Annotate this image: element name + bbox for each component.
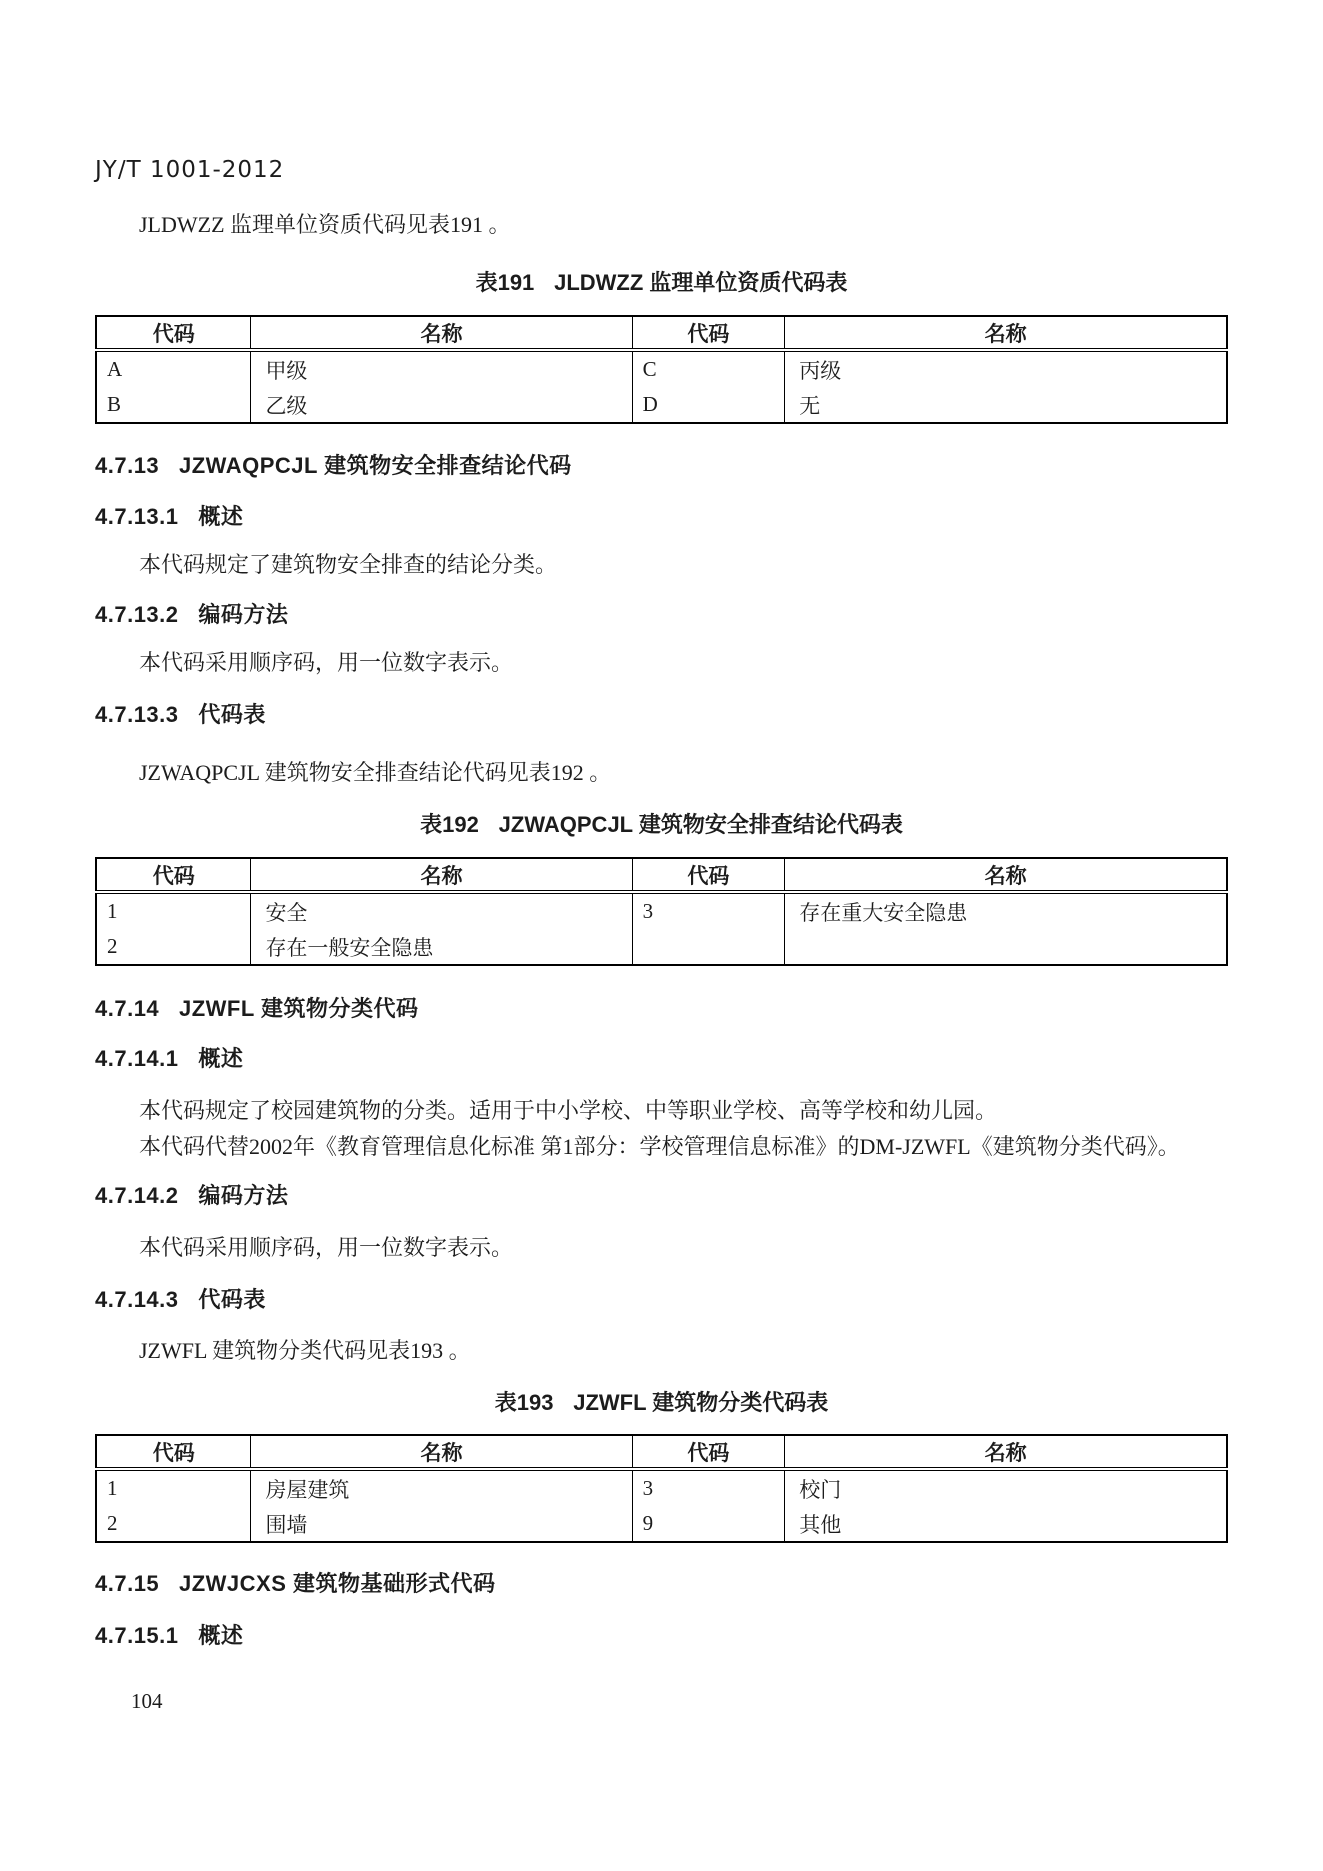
col-header-name: 名称 [251, 316, 632, 350]
table-192-caption-title: JZWAQPCJL 建筑物安全排查结论代码表 [498, 812, 903, 837]
section-number: 4.7.15 [95, 1571, 160, 1596]
section-number: 4.7.14.2 [95, 1183, 179, 1208]
table-193-caption [95, 1388, 1228, 1418]
section-title: 编码方法 [198, 602, 289, 627]
cell-name: 丙级 [785, 350, 1227, 387]
section-number: 4.7.14.1 [95, 1046, 179, 1071]
table-192-row-1 [96, 892, 1227, 929]
section-title: 概述 [198, 1046, 244, 1071]
page-number: 104 [131, 1689, 163, 1713]
section-number: 4.7.13 [95, 453, 160, 478]
section-number: 4.7.14.3 [95, 1287, 179, 1312]
cell-name: 无 [785, 387, 1227, 423]
cell-code: B [107, 392, 122, 416]
section-heading-4-7-14 [95, 994, 1228, 1024]
cell-code: A [107, 357, 123, 381]
table-193-header-row [96, 1435, 1227, 1469]
table-193-row-1 [96, 1469, 1227, 1506]
cell-name [785, 929, 1227, 965]
col-header-name: 名称 [785, 858, 1227, 892]
section-number: 4.7.13.1 [95, 504, 179, 529]
cell-name: 存在重大安全隐患 [785, 892, 1227, 929]
table-191-row-2 [96, 387, 1227, 423]
cell-name: 围墙 [251, 1506, 632, 1542]
table-192-caption [95, 810, 1228, 840]
section-title: JZWFL 建筑物分类代码 [178, 996, 419, 1021]
section-title: 编码方法 [198, 1183, 289, 1208]
table-193-caption-label: 表193 [494, 1390, 554, 1415]
paragraph-4-7-13-2: 本代码采用顺序码，用一位数字表示。 [139, 650, 514, 675]
section-number: 4.7.15.1 [95, 1623, 179, 1648]
col-header-code: 代码 [96, 1435, 251, 1469]
section-heading-4-7-13-2 [95, 600, 1228, 630]
section-heading-4-7-14-2 [95, 1181, 1228, 1211]
paragraph-4-7-14-3: JZWFL 建筑物分类代码见表193 。 [139, 1338, 471, 1363]
col-header-code: 代码 [96, 316, 251, 350]
section-number: 4.7.13.2 [95, 602, 179, 627]
section-heading-4-7-13-3 [95, 700, 1228, 730]
table-192-row-2 [96, 929, 1227, 965]
section-heading-4-7-14-1 [95, 1044, 1228, 1074]
col-header-name: 名称 [785, 316, 1227, 350]
cell-code: D [632, 387, 785, 423]
section-title: 概述 [198, 504, 244, 529]
section-title: 概述 [198, 1623, 244, 1648]
col-header-code: 代码 [96, 858, 251, 892]
section-heading-4-7-13 [95, 451, 1228, 481]
table-191-caption-label: 表191 [475, 270, 535, 295]
table-191-row-1 [96, 350, 1227, 387]
paragraph-4-7-13-1: 本代码规定了建筑物安全排查的结论分类。 [139, 552, 558, 577]
table-192-caption-label: 表192 [420, 812, 479, 837]
table-193-row-2 [96, 1506, 1227, 1542]
section-number: 4.7.13.3 [95, 702, 179, 727]
cell-code: 9 [632, 1506, 785, 1542]
cell-name: 房屋建筑 [251, 1469, 632, 1506]
section-heading-4-7-15 [95, 1569, 1228, 1599]
cell-name: 校门 [785, 1469, 1227, 1506]
paragraph-4-7-13-3: JZWAQPCJL 建筑物安全排查结论代码见表192 。 [139, 760, 612, 785]
cell-code: C [632, 350, 785, 387]
section-heading-4-7-14-3 [95, 1285, 1228, 1315]
cell-name: 其他 [785, 1506, 1227, 1542]
section-number: 4.7.14 [95, 996, 160, 1021]
cell-code: 3 [632, 1469, 785, 1506]
table-193 [95, 1434, 1228, 1543]
cell-code [632, 929, 785, 965]
section-heading-4-7-15-1 [95, 1621, 1228, 1651]
cell-code: 1 [107, 899, 118, 923]
section-title: JZWAQPCJL 建筑物安全排查结论代码 [178, 453, 572, 478]
intro-paragraph: JLDWZZ 监理单位资质代码见表191 。 [139, 212, 511, 237]
col-header-name: 名称 [785, 1435, 1227, 1469]
col-header-code: 代码 [632, 316, 785, 350]
table-191-caption [95, 268, 1228, 298]
cell-name: 甲级 [251, 350, 632, 387]
cell-name: 安全 [251, 892, 632, 929]
col-header-name: 名称 [251, 858, 632, 892]
table-192-header-row [96, 858, 1227, 892]
cell-code: 2 [107, 1511, 118, 1535]
paragraph-4-7-14-1a: 本代码规定了校园建筑物的分类。适用于中小学校、中等职业学校、高等学校和幼儿园。 [139, 1098, 998, 1123]
col-header-code: 代码 [632, 1435, 785, 1469]
cell-code: 2 [107, 934, 118, 958]
col-header-name: 名称 [251, 1435, 632, 1469]
table-192 [95, 857, 1228, 966]
section-heading-4-7-13-1 [95, 502, 1228, 532]
section-title: JZWJCXS 建筑物基础形式代码 [178, 1571, 496, 1596]
paragraph-4-7-14-1b: 本代码代替2002年《教育管理信息化标准 第1部分：学校管理信息标准》的DM-JZWFL《建筑物分类代码》。 [139, 1134, 1180, 1159]
cell-code: 3 [632, 892, 785, 929]
paragraph-4-7-14-2: 本代码采用顺序码，用一位数字表示。 [139, 1235, 514, 1260]
doc-code: JY/T 1001-2012 [95, 157, 285, 183]
section-title: 代码表 [198, 1287, 266, 1312]
col-header-code: 代码 [632, 858, 785, 892]
cell-name: 乙级 [251, 387, 632, 423]
section-title: 代码表 [198, 702, 266, 727]
table-191-header-row [96, 316, 1227, 350]
cell-name: 存在一般安全隐患 [251, 929, 632, 965]
table-191 [95, 315, 1228, 424]
table-193-caption-title: JZWFL 建筑物分类代码表 [573, 1390, 829, 1415]
table-191-caption-title: JLDWZZ 监理单位资质代码表 [554, 270, 848, 295]
cell-code: 1 [107, 1476, 118, 1500]
